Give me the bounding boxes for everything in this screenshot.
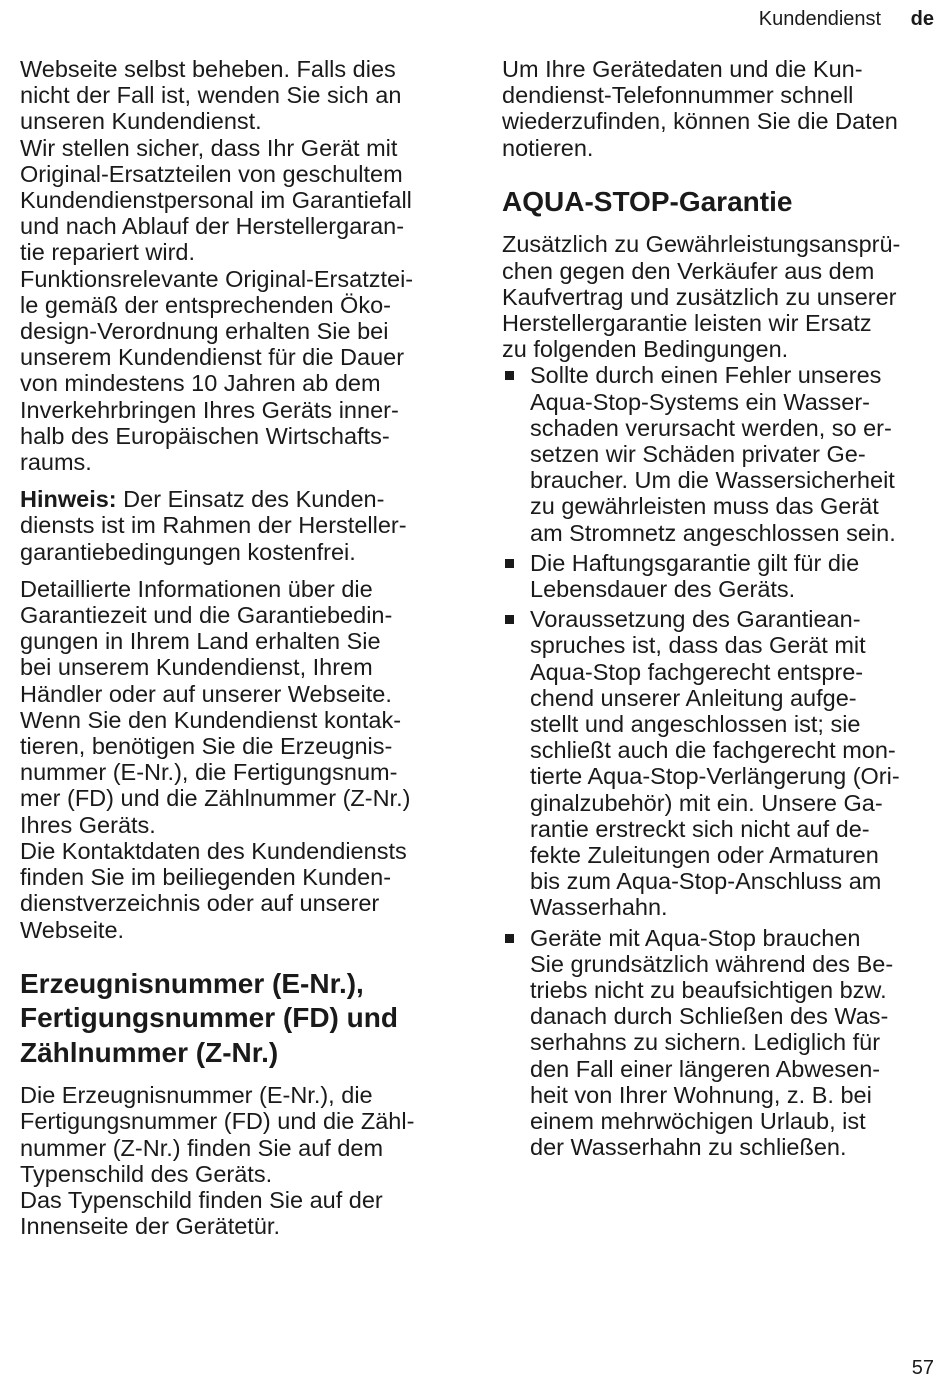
page-header [759, 8, 934, 31]
list-item: Sollte durch einen Fehler unseres Aqua-Stop-Systems ein Wasser- schaden verursacht werden, so er- setzen wir Schäden privater Ge- braucher. Um die Wassersicherheit zu gewährleisten muss das Gerät am Stromnetz angeschlossen sein. [502, 362, 938, 545]
left-paragraph-service: Webseite selbst beheben. Falls dies nicht der Fall ist, wenden Sie sich an unseren Kundendienst. Wir stellen sicher, dass Ihr Gerät mit Original-Ersatzteilen von geschultem Kundendienstpersonal im Garantiefall und nach Ablauf der Herstellergaran- tie repariert wird. Funktionsrelevante Original-Ersatztei- le gemäß der entsprechenden Öko- design-Verordnung erhalten Sie bei unserem Kundendienst für die Dauer von mindestens 10 Jahren ab dem Inverkehrbringen Ihres Geräts inner- halb des Europäischen Wirtschafts- raums. [20, 56, 414, 476]
page-number: 57 [911, 1357, 934, 1379]
bullet-square-icon [505, 371, 514, 380]
left-paragraph-rating-plate: Die Erzeugnisnummer (E-Nr.), die Fertigungsnummer (FD) und die Zähl- nummer (Z-Nr.) finden Sie auf dem Typenschild des Geräts. Das Typenschild finden Sie auf der Innenseite der Gerätetür. [20, 1082, 415, 1240]
note-label: Hinweis: [20, 486, 117, 513]
header-language-code: de [910, 8, 934, 30]
bullet-square-icon [505, 559, 514, 568]
right-column [502, 56, 938, 1164]
right-paragraph-note-data: Um Ihre Gerätedaten und die Kun- dendienst-Telefonnummer schnell wiederzufinden, können Sie die Daten notieren. [502, 56, 898, 161]
note-text: Der Einsatz des Kunden- diensts ist im Rahmen der Hersteller- garantiebedingungen kostenfrei. [20, 486, 407, 565]
left-column [20, 56, 460, 1239]
section-heading-product-numbers: Erzeugnisnummer (E-Nr.), Fertigungsnummer (FD) und Zählnummer (Z-Nr.) [20, 967, 398, 1068]
left-paragraph-warranty-info: Detaillierte Informationen über die Garantiezeit und die Garantiebedin- gungen in Ihrem Land erhalten Sie bei unserem Kundendienst, Ihrem Händler oder auf unserer Webseite. Wenn Sie den Kundendienst kontak- tieren, benötigen Sie die Erzeugnis- nummer (E-Nr.), die Fertigungsnum- mer (FD) und die Zählnummer (Z-Nr.) Ihres Geräts. Die Kontaktdaten des Kundendiensts finden Sie im beiliegenden Kunden- dienstverzeichnis oder auf unserer Webseite. [20, 575, 411, 943]
bullet-square-icon [505, 615, 514, 624]
header-section-title: Kundendienst [758, 8, 882, 30]
bullet-square-icon [505, 934, 514, 943]
list-item: Voraussetzung des Garantiean- spruches ist, dass das Gerät mit Aqua-Stop fachgerecht entspre- chend unserer Anleitung aufge- stellt und angeschlossen ist; sie schließt auch die fachgerecht mon- tierte Aqua-Stop-Verlängerung (Ori- ginalzubehör) mit ein. Unsere Ga- rantie erstreckt sich nicht auf de- fekte Zuleitungen oder Armaturen bis zum Aqua-Stop-Anschluss am Wasserhahn. [502, 606, 938, 920]
section-heading-aqua-stop: AQUA-STOP-Garantie [502, 185, 793, 217]
note-paragraph [20, 486, 460, 565]
list-item: Geräte mit Aqua-Stop brauchen Sie grundsätzlich während des Be- triebs nicht zu beaufsichtigen bzw. danach durch Schließen des Was- serhahns zu sichern. Lediglich für den Fall einer längeren Abwesen- heit von Ihrer Wohnung, z. B. bei einem mehrwöchigen Urlaub, ist der Wasserhahn zu schließen. [502, 925, 938, 1161]
list-item: Die Haftungsgarantie gilt für die Lebensdauer des Geräts. [502, 550, 938, 602]
aqua-stop-conditions-list [502, 362, 938, 1160]
aqua-stop-intro: Zusätzlich zu Gewährleistungsansprü- chen gegen den Verkäufer aus dem Kaufvertrag und zusätzlich zu unserer Herstellergarantie leisten wir Ersatz zu folgenden Bedingungen. [502, 231, 901, 363]
